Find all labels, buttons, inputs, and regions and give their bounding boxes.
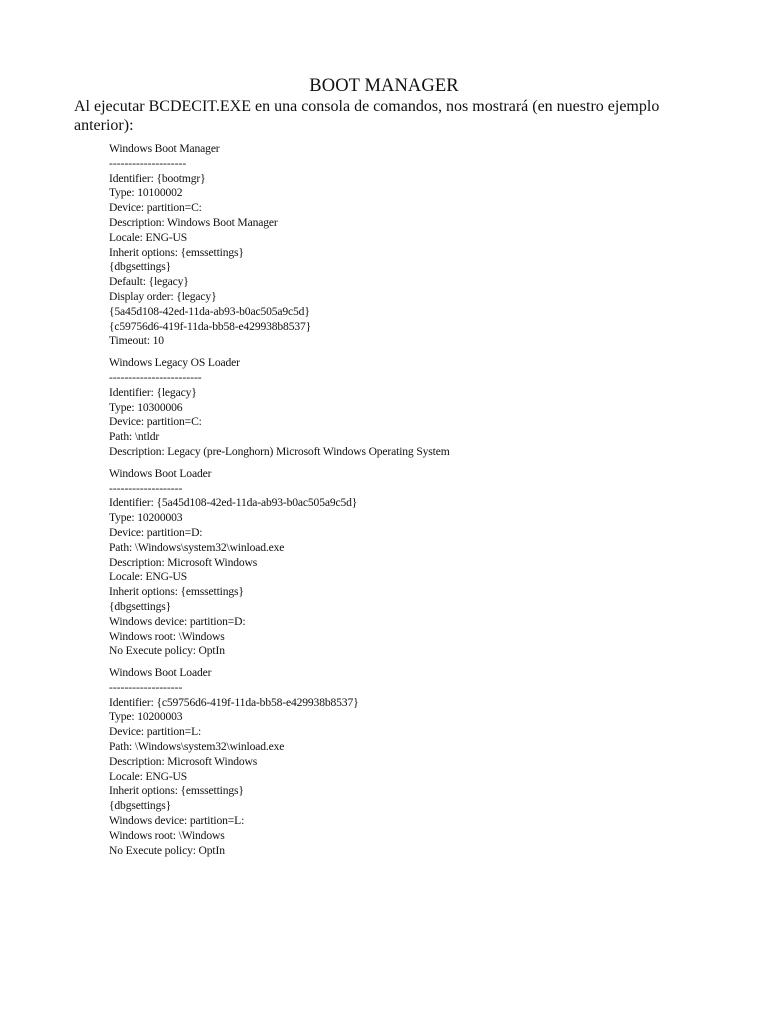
output-line: Type: 10200003 [109,710,183,724]
output-line: {dbgsettings} [109,599,171,613]
section-separator: ------------------- [109,481,183,495]
output-line: Path: \ntldr [109,430,160,444]
output-line: Identifier: {5a45d108-42ed-11da-ab93-b0ac505a9c5d} [109,496,358,510]
output-line: Description: Microsoft Windows [109,555,258,569]
boot-entry-section [109,467,709,659]
output-line: Windows root: \Windows [109,629,225,643]
output-line: Identifier: {c59756d6-419f-11da-bb58-e429938b8537} [109,695,359,709]
section-separator: -------------------- [109,156,187,170]
output-line: {dbgsettings} [109,260,171,274]
output-line: Windows device: partition=L: [109,814,245,828]
output-line: No Execute policy: OptIn [109,644,225,658]
section-separator: ------------------- [109,680,183,694]
output-line: No Execute policy: OptIn [109,843,225,857]
section-heading: Windows Boot Loader [109,466,212,480]
output-line: Description: Legacy (pre-Longhorn) Microsoft Windows Operating System [109,444,450,458]
output-line: Device: partition=L: [109,725,202,739]
output-line: Type: 10300006 [109,400,183,414]
output-line: Inherit options: {emssettings} [109,585,244,599]
section-separator: ------------------------ [109,370,202,384]
output-line: Device: partition=D: [109,525,203,539]
output-line: Path: \Windows\system32\winload.exe [109,740,285,754]
bcdedit-output [109,142,709,858]
boot-entry-section [109,142,709,349]
output-line: Windows root: \Windows [109,828,225,842]
output-line: Locale: ENG-US [109,230,188,244]
output-line: Display order: {legacy} [109,289,217,303]
output-line: Inherit options: {emssettings} [109,245,244,259]
output-line: Path: \Windows\system32\winload.exe [109,540,285,554]
output-line: {c59756d6-419f-11da-bb58-e429938b8537} [109,319,312,333]
output-line: Identifier: {legacy} [109,385,197,399]
output-line: {dbgsettings} [109,799,171,813]
output-line: Type: 10200003 [109,511,183,525]
output-line: Identifier: {bootmgr} [109,171,206,185]
output-line: Description: Windows Boot Manager [109,215,278,229]
output-line: Type: 10100002 [109,186,183,200]
section-heading: Windows Legacy OS Loader [109,356,240,370]
output-line: {5a45d108-42ed-11da-ab93-b0ac505a9c5d} [109,304,310,318]
output-line: Timeout: 10 [109,334,164,348]
section-heading: Windows Boot Loader [109,666,212,680]
output-line: Device: partition=C: [109,201,202,215]
output-line: Description: Microsoft Windows [109,754,258,768]
output-line: Inherit options: {emssettings} [109,784,244,798]
boot-entry-section [109,356,709,460]
page-title: BOOT MANAGER [309,76,459,96]
output-line: Device: partition=C: [109,415,202,429]
output-line: Locale: ENG-US [109,570,188,584]
boot-entry-section [109,666,709,858]
output-line: Windows device: partition=D: [109,614,246,628]
section-heading: Windows Boot Manager [109,142,220,155]
intro-paragraph: Al ejecutar BCDECIT.EXE en una consola de comandos, nos mostrará (en nuestro ejemplo anterior): [74,98,660,134]
output-line: Locale: ENG-US [109,769,188,783]
output-line: Default: {legacy} [109,275,189,289]
